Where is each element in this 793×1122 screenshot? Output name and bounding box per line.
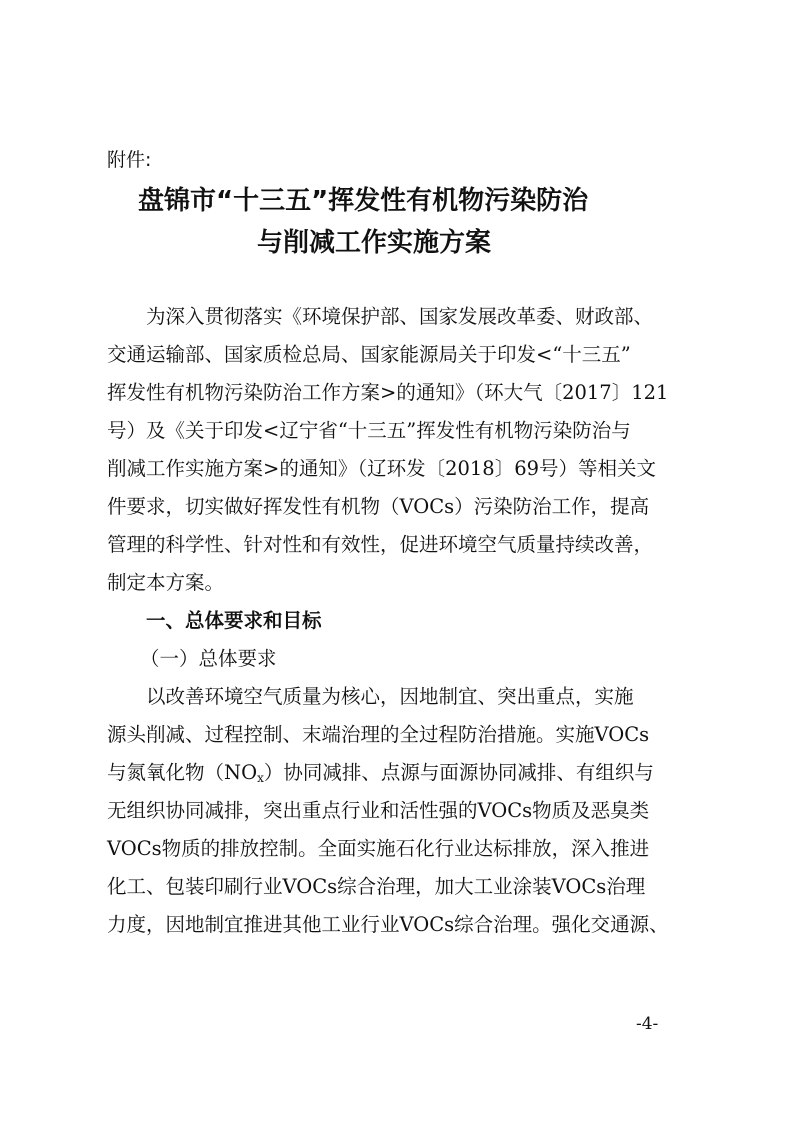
body-paragraph-line: VOCs物质的排放控制。全面实施石化行业达标排放，深入推进 xyxy=(107,837,650,860)
body-paragraph-line: 力度，因地制宜推进其他工业行业VOCs综合治理。强化交通源、 xyxy=(107,913,669,936)
intro-paragraph-line: 削减工作实施方案>的通知》（辽环发〔2018〕69号）等相关文 xyxy=(107,457,657,480)
subscript-x: x xyxy=(257,771,264,785)
subsection-heading: （一）总体要求 xyxy=(140,647,277,670)
intro-paragraph-line: 件要求，切实做好挥发性有机物（VOCs）污染防治工作，提高 xyxy=(107,495,650,518)
intro-paragraph-line: 制定本方案。 xyxy=(107,571,225,594)
body-paragraph-line xyxy=(107,761,654,785)
body-text-segment: 与氮氧化物（NO xyxy=(107,761,258,784)
page-title-line-2: 与削减工作实施方案 xyxy=(257,228,492,258)
body-paragraph-line: 源头削减、过程控制、末端治理的全过程防治措施。实施VOCs xyxy=(107,723,650,746)
body-paragraph-line: 以改善环境空气质量为核心，因地制宜、突出重点，实施 xyxy=(146,685,634,708)
intro-paragraph-line: 为深入贯彻落实《环境保护部、国家发展改革委、财政部、 xyxy=(146,305,654,328)
section-heading: 一、总体要求和目标 xyxy=(146,609,322,632)
intro-paragraph-line: 号）及《关于印发<辽宁省“十三五”挥发性有机物污染防治与 xyxy=(107,419,631,442)
page-title-line-1: 盘锦市“十三五”挥发性有机物污染防治 xyxy=(138,186,589,216)
body-text-segment: ）协同减排、点源与面源协同减排、有组织与 xyxy=(263,761,654,784)
body-paragraph-line: 无组织协同减排，突出重点行业和活性强的VOCs物质及恶臭类 xyxy=(107,799,650,822)
page-number: -4- xyxy=(636,1014,659,1034)
attachment-label: 附件: xyxy=(107,149,152,171)
intro-paragraph-line: 挥发性有机物污染防治工作方案>的通知》（环大气〔2017〕121 xyxy=(107,381,669,404)
intro-paragraph-line: 管理的科学性、针对性和有效性，促进环境空气质量持续改善， xyxy=(107,533,654,556)
body-paragraph-line: 化工、包装印刷行业VOCs综合治理，加大工业涂装VOCs治理 xyxy=(107,875,646,898)
intro-paragraph-line: 交通运输部、国家质检总局、国家能源局关于印发<“十三五” xyxy=(107,343,631,366)
